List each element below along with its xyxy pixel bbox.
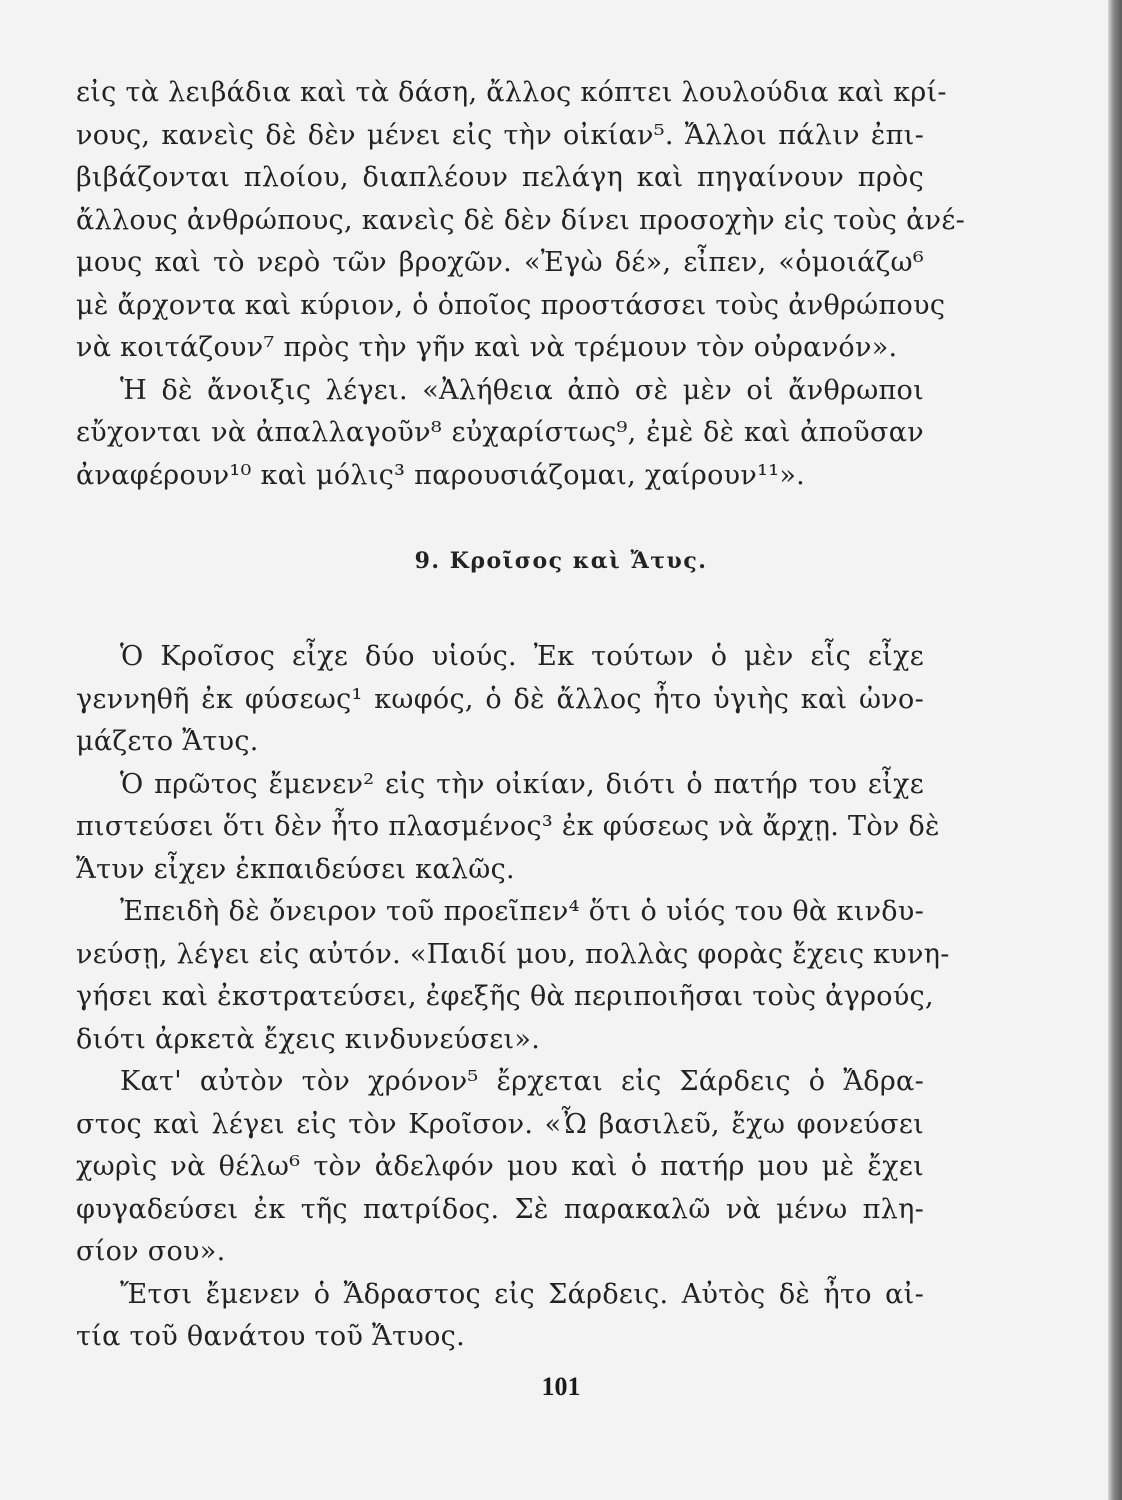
- text-line: ἄλλους ἀνθρώπους, κανεὶς δὲ δὲν δίνει προσοχὴν εἰς τοὺς ἀνέ-: [76, 204, 966, 236]
- text-line: Ἄτυν εἶχεν ἐκπαιδεύσει καλῶς.: [76, 853, 515, 885]
- text-line: φυγαδεύσει ἐκ τῆς πατρίδος. Σὲ παρακαλῶ νὰ μένω πλη-: [76, 1193, 924, 1225]
- section-heading: 9. Κροῖσος καὶ Ἄτυς.: [414, 548, 708, 574]
- text-line: Κατ' αὐτὸν τὸν χρόνον⁵ ἔρχεται εἰς Σάρδεις ὁ Ἄδρα-: [120, 1066, 924, 1097]
- text-line: νους, κανεὶς δὲ δὲν μένει εἰς τὴν οἰκίαν⁵. Ἄλλοι πάλιν ἐπι-: [76, 119, 924, 151]
- text-line: Ὁ Κροῖσος εἶχε δύο υἱούς. Ἐκ τούτων ὁ μὲν εἷς εἶχε: [120, 641, 924, 672]
- text-line: μους καὶ τὸ νερὸ τῶν βροχῶν. «Ἐγὼ δέ», εἶπεν, «ὁμοιάζω⁶: [76, 247, 924, 278]
- text-line: τία τοῦ θανάτου τοῦ Ἄτυος.: [76, 1321, 465, 1352]
- section-body-text: [76, 636, 950, 1359]
- text-line: νεύσῃ, λέγει εἰς αὐτόν. «Παιδί μου, πολλὰς φορὰς ἔχεις κυνη-: [76, 938, 950, 970]
- continued-text-block: [76, 72, 966, 497]
- text-line: εἰς τὰ λειβάδια καὶ τὰ δάση, ἄλλος κόπτει λουλούδια καὶ κρί-: [76, 77, 947, 108]
- text-line: νὰ κοιτάζουν⁷ πρὸς τὴν γῆν καὶ νὰ τρέμουν τὸν οὐρανόν».: [76, 332, 898, 363]
- text-line: διότι ἀρκετὰ ἔχεις κινδυνεύσει».: [76, 1023, 541, 1055]
- text-line: στος καὶ λέγει εἰς τὸν Κροῖσον. «Ὦ βασιλεῦ, ἔχω φονεύσει: [76, 1108, 924, 1140]
- text-line: βιβάζονται πλοίου, διαπλέουν πελάγη καὶ πηγαίνουν πρὸς: [76, 162, 924, 193]
- text-line: γήσει καὶ ἐκστρατεύσει, ἐφεξῆς θὰ περιποιῆσαι τοὺς ἀγρούς,: [76, 981, 934, 1012]
- text-line: Ὁ πρῶτος ἔμενεν² εἰς τὴν οἰκίαν, διότι ὁ πατήρ του εἶχε: [120, 768, 924, 800]
- text-line: σίον σου».: [76, 1236, 226, 1267]
- text-line: Ἡ δὲ ἄνοιξις λέγει. «Ἀλήθεια ἀπὸ σὲ μὲν οἱ ἄνθρωποι: [120, 374, 924, 406]
- text-line: Ἐπειδὴ δὲ ὄνειρον τοῦ προεῖπεν⁴ ὅτι ὁ υἱός του θὰ κινδυ-: [120, 896, 924, 927]
- page-edge-shadow: [1108, 0, 1122, 1500]
- text-line: χωρὶς νὰ θέλω⁶ τὸν ἀδελφόν μου καὶ ὁ πατήρ μου μὲ ἔχει: [76, 1151, 924, 1182]
- text-line: γεννηθῆ ἐκ φύσεως¹ κωφός, ὁ δὲ ἄλλος ἦτο ὑγιὴς καὶ ὠνο-: [76, 683, 924, 715]
- text-line: Ἔτσι ἔμενεν ὁ Ἄδραστος εἰς Σάρδεις. Αὐτὸς δὲ ἦτο αἰ-: [120, 1278, 924, 1310]
- text-line: μάζετο Ἄτυς.: [76, 726, 259, 757]
- page-number: 101: [541, 1372, 581, 1401]
- text-line: ἀναφέρουν¹⁰ καὶ μόλις³ παρουσιάζομαι, χαίρουν¹¹».: [76, 459, 806, 491]
- text-line: πιστεύσει ὅτι δὲν ἦτο πλασμένος³ ἐκ φύσεως νὰ ἄρχῃ. Τὸν δὲ: [76, 811, 940, 842]
- text-line: εὔχονται νὰ ἀπαλλαγοῦν⁸ εὐχαρίστως⁹, ἐμὲ δὲ καὶ ἀποῦσαν: [76, 417, 924, 448]
- text-line: μὲ ἄρχοντα καὶ κύριον, ὁ ὁποῖος προστάσσει τοὺς ἀνθρώπους: [76, 289, 946, 321]
